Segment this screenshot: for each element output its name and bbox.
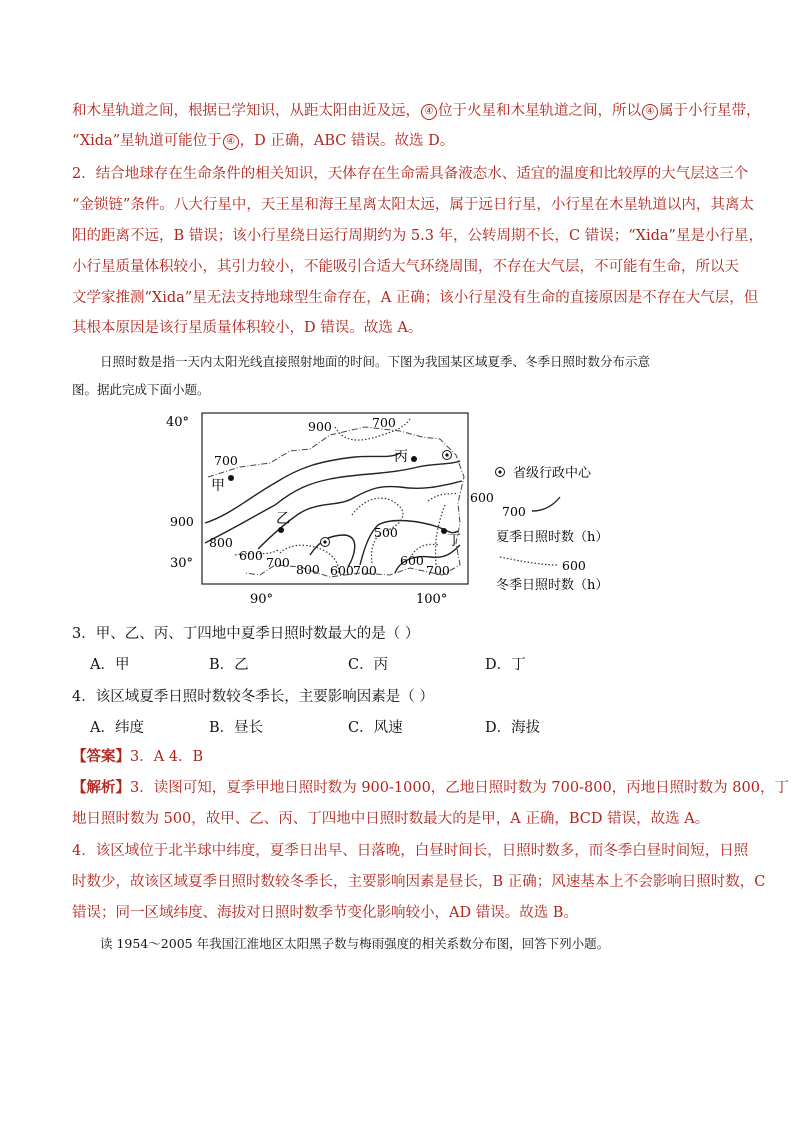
explanation-1-line-1: [72, 101, 761, 121]
contour-label: 900: [170, 514, 194, 529]
analysis-line: 4．该区域位于北半球中纬度，夏季日出早、日落晚，白昼时间长，日照时数多，而冬季白昼时间短，日照: [72, 843, 749, 859]
explanation-2-line: 小行星质量体积较小，其引力较小，不能吸引合适大气环绕周围，不存在大气层，不可能有生命，所以天: [72, 259, 739, 275]
legend-summer-line: [532, 497, 560, 511]
legend-winter-line: [500, 557, 558, 565]
answer-tag: 【答案】: [72, 748, 130, 765]
explanation-2-line: 文学家推测“Xida”星无法支持地球型生命存在，A 正确；该小行星没有生命的直接原因是不存在大气层，但: [72, 290, 759, 306]
contour-label: 900: [308, 419, 332, 434]
legend-capital-icon-dot: [498, 470, 501, 473]
legend-summer-value: 700: [502, 504, 526, 519]
question-3-option-c[interactable]: C．丙: [348, 657, 389, 673]
longitude-label-left: 90°: [250, 592, 274, 607]
explanation-2-line: 2．结合地球存在生命条件的相关知识，天体存在生命需具备液态水、适宜的温度和比较厚的大气层这三个: [72, 166, 749, 182]
answer-text: 3．A 4．B: [130, 749, 204, 765]
circled-four-mark: ④: [421, 104, 437, 120]
place-yi-dot: [278, 527, 284, 533]
text-segment: “Xida”星轨道可能位于: [72, 133, 222, 149]
place-yi-label: 乙: [276, 511, 290, 527]
explanation-2-line: 其根本原因是该行星质量体积较小，D 错误。故选 A。: [72, 320, 423, 336]
text-segment: 属于小行星带，: [659, 103, 761, 119]
text-segment: ，D 正确，ABC 错误。故选 D。: [239, 133, 455, 149]
explanation-2-line: “金锁链”条件。八大行星中，天王星和海王星离太阳太远，属于远日行星，小行星在木星轨道以内，其离太: [72, 197, 754, 213]
analysis-line: 错误；同一区域纬度、海拔对日照时数季节变化影响较小，AD 错误。故选 B。: [72, 905, 578, 921]
provincial-capital-marker-dot: [323, 540, 326, 543]
place-jia-dot: [228, 475, 234, 481]
text-segment: 和木星轨道之间，根据已学知识，从距太阳由近及远，: [72, 103, 420, 119]
material-intro-line: 日照时数是指一天内太阳光线直接照射地面的时间。下图为我国某区域夏季、冬季日照时数分布示意: [100, 354, 651, 369]
question-4-option-d[interactable]: D．海拔: [485, 720, 541, 736]
analysis-text: 3．读图可知，夏季甲地日照时数为 900-1000，乙地日照时数为 700-800，丙地日照时数为 800，丁: [130, 780, 789, 796]
question-3-stem: 3．甲、乙、丙、丁四地中夏季日照时数最大的是（ ）: [72, 626, 420, 642]
longitude-label-right: 100°: [416, 592, 448, 607]
place-bing-label: 丙: [394, 449, 408, 465]
contour-label: 600: [239, 548, 263, 563]
contour-label: 700: [372, 415, 396, 430]
contour-label: 700: [214, 453, 238, 468]
analysis-line: 时数少，故该区域夏季日照时数较冬季长，主要影响因素是昼长，B 正确；风速基本上不会影响日照时数，C: [72, 874, 766, 890]
contour-label: 600: [330, 563, 354, 578]
sunshine-hours-map: [160, 405, 640, 615]
explanation-2-line: 阳的距离不远，B 错误；该小行星绕日运行周期约为 5.3 年，公转周期不长，C 错误；“Xida”星是小行星，: [72, 228, 763, 244]
circled-four-mark: ④: [223, 134, 239, 150]
place-bing-dot: [411, 456, 417, 462]
material-intro-line: 图。据此完成下面小题。: [72, 382, 210, 397]
contour-label: 700: [353, 563, 377, 578]
legend-winter-label: 冬季日照时数（h）: [496, 578, 609, 593]
question-4-option-a[interactable]: A．纬度: [90, 720, 144, 736]
explanation-1-line-2: [72, 131, 454, 151]
contour-label: 700: [426, 563, 450, 578]
question-4-option-c[interactable]: C．风速: [348, 720, 403, 736]
legend-winter-value: 600: [562, 558, 586, 573]
contour-label: 600: [470, 490, 494, 505]
contour-label: 800: [209, 535, 233, 550]
text-segment: 位于火星和木星轨道之间，所以: [438, 103, 641, 119]
question-3-option-d[interactable]: D．丁: [485, 657, 526, 673]
analysis-line: [72, 778, 789, 798]
place-jia-label: 甲: [211, 478, 225, 494]
analysis-tag: 【解析】: [72, 779, 130, 796]
contour-label: 500: [374, 525, 398, 540]
contour-label: 600: [400, 553, 424, 568]
contour-label: 700: [266, 555, 290, 570]
legend-capital-label: 省级行政中心: [513, 466, 592, 481]
question-3-option-a[interactable]: A．甲: [90, 657, 130, 673]
circled-four-mark: ④: [642, 104, 658, 120]
analysis-line: 地日照时数为 500，故甲、乙、丙、丁四地中日照时数最大的是甲，A 正确，BCD 错误，故选 A。: [72, 811, 710, 827]
latitude-label-top: 40°: [166, 415, 190, 430]
question-4-stem: 4．该区域夏季日照时数较冬季长，主要影响因素是（ ）: [72, 689, 434, 705]
contour-label: 800: [296, 562, 320, 577]
answer-line: [72, 747, 203, 767]
latitude-label-bottom: 30°: [170, 556, 194, 571]
provincial-capital-marker-dot: [445, 453, 448, 456]
material-intro-2: 读 1954～2005 年我国江淮地区太阳黑子数与梅雨强度的相关系数分布图，回答下列小题。: [100, 936, 610, 951]
legend-summer-label: 夏季日照时数（h）: [496, 530, 609, 545]
question-3-option-b[interactable]: B．乙: [209, 657, 249, 673]
place-ding-label: 丁: [447, 533, 461, 549]
question-4-option-b[interactable]: B．昼长: [209, 720, 264, 736]
